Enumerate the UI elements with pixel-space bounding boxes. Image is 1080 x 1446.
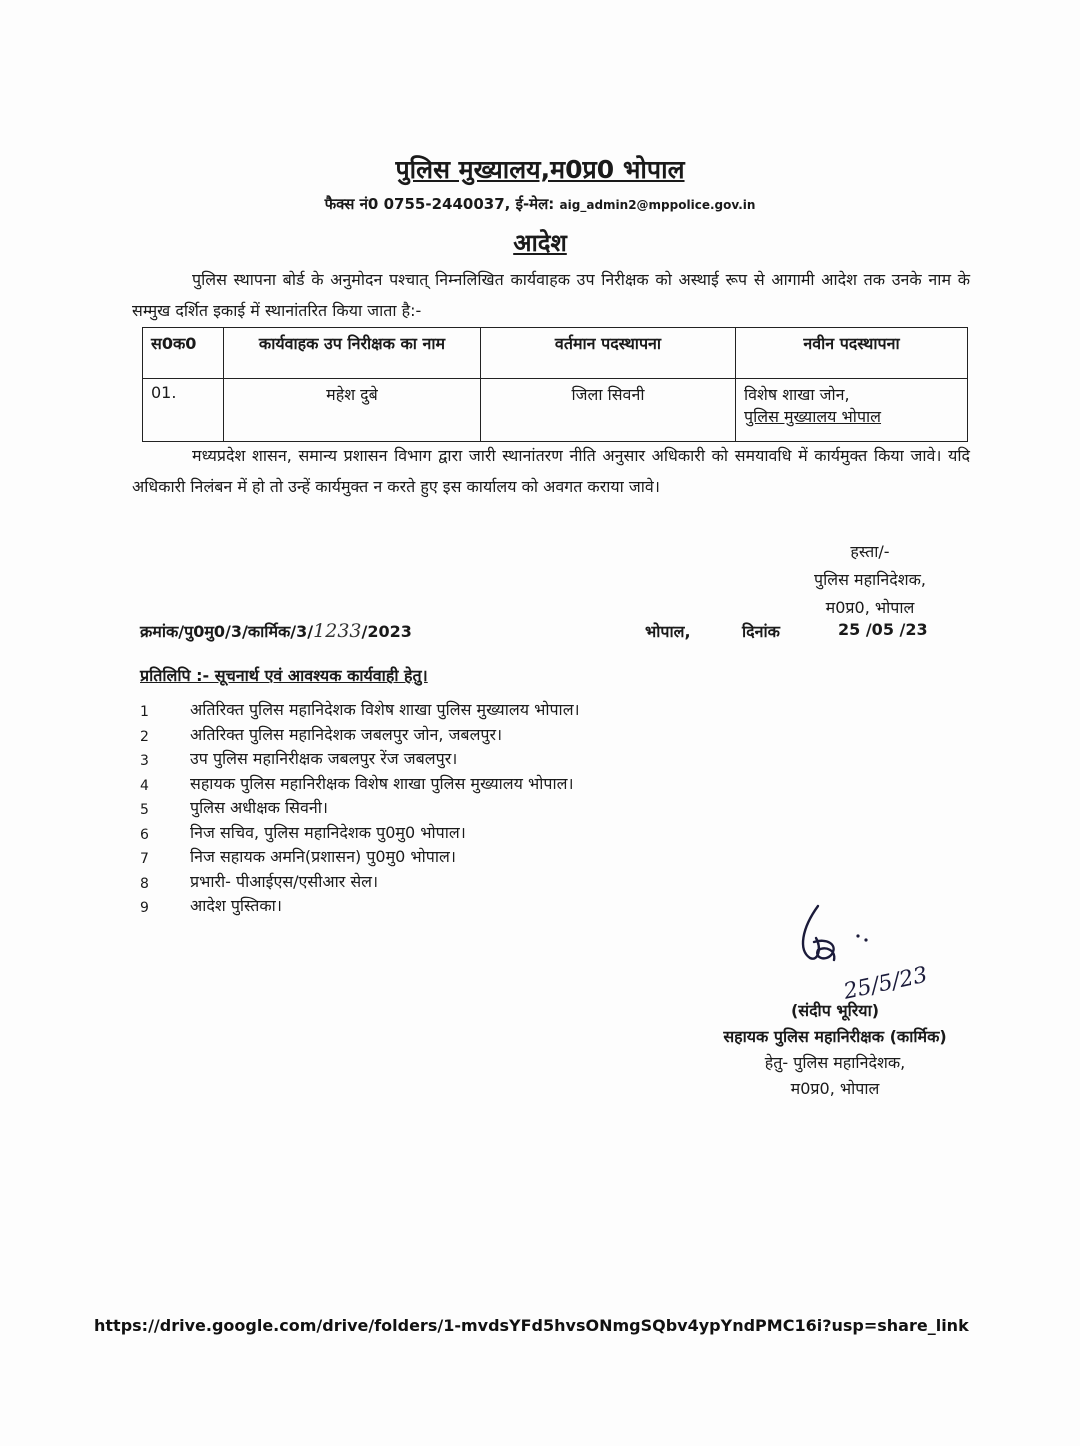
- list-item-text: अतिरिक्त पुलिस महानिदेशक विशेष शाखा पुलिस मुख्यालय भोपाल।: [190, 700, 580, 719]
- list-item-text: अतिरिक्त पुलिस महानिदेशक जबलपुर जोन, जबलपुर।: [190, 724, 503, 744]
- reference-prefix: क्रमांक/पु0मु0/3/कार्मिक/3/: [140, 622, 314, 641]
- new-posting-line1: विशेष शाखा जोन,: [744, 385, 850, 404]
- handwritten-signature-icon: [796, 898, 956, 1008]
- issuer-signature-block: [680, 998, 990, 1102]
- contact-line: [0, 194, 1080, 214]
- new-posting-line2: पुलिस मुख्यालय भोपाल: [744, 407, 882, 426]
- col-header-name: कार्यवाहक उप निरीक्षक का नाम: [224, 328, 481, 379]
- drive-link[interactable]: https://drive.google.com/drive/folders/1-mvdsYFd5hvsONmgSQbv4ypYndPMC16i?usp=share_link: [94, 1316, 969, 1335]
- transfer-table: [142, 327, 968, 442]
- list-item: [140, 796, 840, 821]
- list-item-number: 7: [140, 851, 149, 867]
- list-item: [140, 772, 840, 797]
- list-item-number: 3: [140, 753, 149, 769]
- list-item-number: 6: [140, 826, 149, 843]
- signed-mark: हस्ता/-: [850, 542, 890, 561]
- list-item: [140, 698, 840, 723]
- dgp-place: म0प्र0, भोपाल: [825, 598, 915, 617]
- order-heading: आदेश: [513, 229, 567, 257]
- list-item-text: निज सचिव, पुलिस महानिदेशक पु0मु0 भोपाल।: [190, 822, 466, 842]
- list-item-text: पुलिस अधीक्षक सिवनी।: [190, 798, 328, 817]
- issuer-designation: सहायक पुलिस महानिरीक्षक (कार्मिक): [723, 1027, 947, 1046]
- copy-to-list: [140, 698, 840, 919]
- list-item-text: प्रभारी- पीआईएस/एसीआर सेल।: [190, 871, 379, 891]
- col-header-new-posting: नवीन पदस्थापना: [736, 328, 968, 379]
- list-item-number: 2: [140, 728, 149, 745]
- date-value: 25 /05 /23: [838, 620, 928, 639]
- col-header-sno: स0क0: [143, 328, 224, 379]
- issuer-name: (संदीप भूरिया): [790, 1001, 880, 1020]
- list-item: [140, 747, 840, 772]
- list-item-text: निज सहायक अमनि(प्रशासन) पु0मु0 भोपाल।: [190, 847, 456, 866]
- list-item: [140, 894, 840, 919]
- col-header-current-posting: वर्तमान पदस्थापना: [481, 328, 736, 379]
- email-label: ई-मेल:: [515, 195, 555, 213]
- dgp-signature-block: [770, 538, 970, 622]
- relief-paragraph: [132, 440, 970, 502]
- copy-to-heading: प्रतिलिपि :- सूचनार्थ एवं आवश्यक कार्यवाही हेतु।: [140, 666, 428, 685]
- list-item-number: 1: [140, 704, 149, 720]
- cell-new-posting: [736, 379, 968, 442]
- table-header-row: [143, 328, 968, 379]
- page-title: पुलिस मुख्यालय,म0प्र0 भोपाल: [395, 155, 685, 184]
- email-address: aig_admin2@mppolice.gov.in: [559, 198, 756, 212]
- list-item-number: 8: [140, 875, 149, 892]
- list-item-number: 4: [140, 777, 149, 794]
- intro-paragraph-text: पुलिस स्थापना बोर्ड के अनुमोदन पश्चात् निम्नलिखित कार्यवाहक उप निरीक्षक को अस्थाई रूप से आगामी आदेश तक उनके नाम के सम्मुख दर्शित इकाई में स्थानांतरित किया जाता है:-: [132, 270, 970, 320]
- dgp-designation: पुलिस महानिदेशक,: [814, 570, 926, 589]
- list-item-text: सहायक पुलिस महानिरीक्षक विशेष शाखा पुलिस मुख्यालय भोपाल।: [190, 773, 574, 793]
- list-item: [140, 821, 840, 846]
- list-item-text: आदेश पुस्तिका।: [190, 896, 282, 915]
- relief-paragraph-text: मध्यप्रदेश शासन, समान्य प्रशासन विभाग द्वारा जारी स्थानांतरण नीति अनुसार अधिकारी को समयावधि में कार्यमुक्त किया जावे। यदि अधिकारी निलंबन में हो तो उन्हें कार्यमुक्त न करते हुए इस कार्यालय को अवगत कराया जावे।: [132, 446, 970, 496]
- list-item-number: 9: [140, 900, 149, 916]
- date-label: दिनांक: [742, 622, 780, 641]
- reference-line: [140, 620, 970, 650]
- reference-suffix: /2023: [361, 622, 412, 641]
- issuer-place: म0प्र0, भोपाल: [790, 1079, 880, 1098]
- issuer-on-behalf: हेतु- पुलिस महानिदेशक,: [764, 1053, 906, 1072]
- reference-number: [140, 620, 412, 642]
- list-item-number: 5: [140, 802, 149, 818]
- fax-label: फैक्स नं0: [324, 195, 379, 213]
- table-row: [143, 379, 968, 442]
- signature-date: 25/5/23: [841, 962, 930, 1005]
- cell-name: महेश दुबे: [224, 379, 481, 442]
- intro-paragraph: [132, 264, 970, 326]
- list-item: [140, 870, 840, 895]
- reference-city: भोपाल,: [645, 622, 691, 641]
- cell-current-posting: जिला सिवनी: [481, 379, 736, 442]
- list-item: [140, 723, 840, 748]
- list-item: [140, 845, 840, 870]
- fax-number: 0755-2440037,: [383, 195, 511, 213]
- list-item-text: उप पुलिस महानिरीक्षक जबलपुर रेंज जबलपुर।: [190, 749, 458, 768]
- reference-handwritten-number: 1233: [313, 620, 362, 642]
- cell-sno: 01.: [143, 379, 224, 442]
